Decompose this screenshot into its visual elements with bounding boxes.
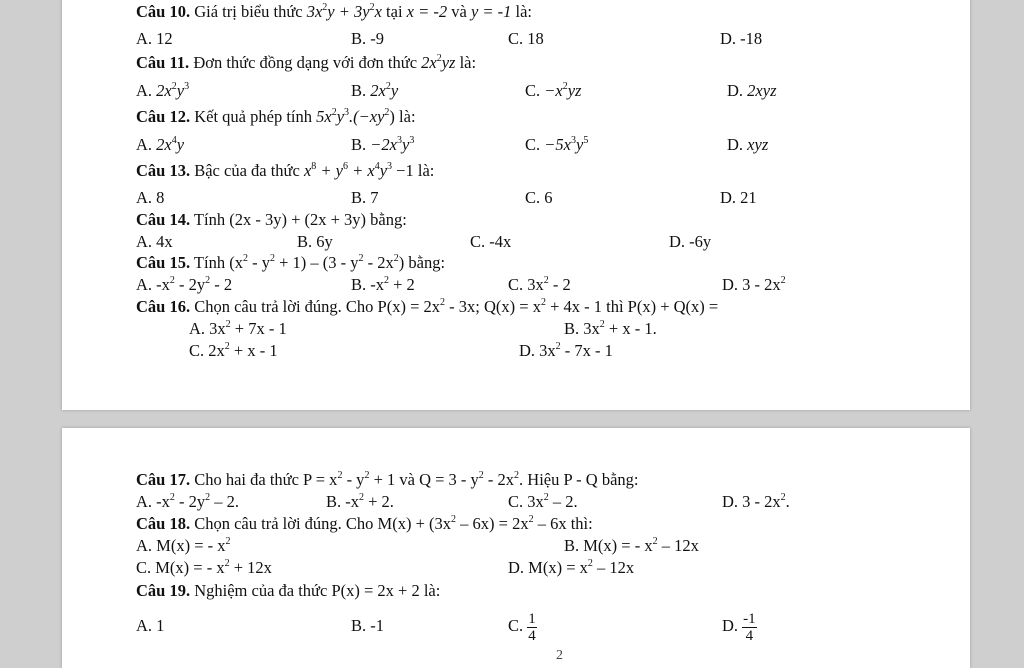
q13-option-b[interactable]: B. 7 — [351, 188, 379, 207]
q11-option-b[interactable]: B. $2x^2y$ — [351, 81, 399, 100]
q11-option-d[interactable]: D. 2xyz — [727, 81, 777, 100]
q10-option-b[interactable]: B. -9 — [351, 29, 384, 48]
q19-option-d[interactable]: D. $\frac{-1}{4}$ — [722, 610, 756, 644]
q13-option-a[interactable]: A. 8 — [136, 188, 165, 207]
q16-option-a[interactable]: A. $3x^2 + 7x - 1$ — [189, 319, 287, 338]
question-16: Câu 16. Chọn câu trả lời đúng. Cho $P(x) = 2x^2 - 3x$; $Q(x) = x^2 + 4x - 1$ thì P(x) + Q(x) = — [136, 297, 719, 316]
q19-option-b[interactable]: B. -1 — [351, 616, 384, 635]
q16-option-b[interactable]: B. $3x^2 + x - 1$. — [564, 319, 657, 338]
q17-option-b[interactable]: B. $-x^2 + 2$. — [326, 492, 394, 511]
page-number: 2 — [556, 648, 563, 663]
q13-option-c[interactable]: C. 6 — [525, 188, 553, 207]
q11-option-c[interactable]: C. $-x^2yz$ — [525, 81, 582, 100]
q16-option-c[interactable]: C. $2x^2 + x - 1$ — [189, 341, 278, 360]
q13-option-d[interactable]: D. 21 — [720, 188, 757, 207]
worksheet-page-2 — [62, 428, 970, 668]
q15-option-a[interactable]: A. $-x^2 - 2y^2 - 2$ — [136, 275, 233, 294]
question-17: Câu 17. Cho hai đa thức $P = x^2 - y^2 + 1$ và $Q = 3 - y^2 - 2x^2$. Hiệu P - Q bằng: — [136, 470, 639, 489]
q18-option-c[interactable]: C. M(x) = - $x^2 + 12x$ — [136, 558, 272, 577]
q15-option-d[interactable]: D. $3 - 2x^2$ — [722, 275, 786, 294]
q10-option-d[interactable]: D. -18 — [720, 29, 763, 48]
question-18: Câu 18. Chọn câu trả lời đúng. Cho $M(x) + (3x^2 - 6x) = 2x^2 - 6x$ thì: — [136, 514, 593, 533]
q14-option-c[interactable]: C. -4x — [470, 232, 512, 251]
q14-option-a[interactable]: A. 4x — [136, 232, 173, 251]
q12-option-a[interactable]: A. $2x^4y$ — [136, 135, 185, 154]
q12-option-b[interactable]: B. $-2x^3y^3$ — [351, 135, 415, 154]
q19-option-a[interactable]: A. 1 — [136, 616, 165, 635]
worksheet-page-1 — [62, 0, 970, 410]
question-10: Câu 10. Giá trị biểu thức $3x^2y + 3y^2x$ tại x = -2 và y = -1 là: — [136, 2, 533, 21]
question-13: Câu 13. Bậc của đa thức $x^8 + y^6 + x^4y^3 -1$ là: — [136, 161, 435, 180]
question-19: Câu 19. Nghiệm của đa thức P(x) = 2x + 2 là: — [136, 581, 441, 600]
q15-option-b[interactable]: B. $-x^2 + 2$ — [351, 275, 415, 294]
q11-option-a[interactable]: A. $2x^2y^3$ — [136, 81, 190, 100]
q17-option-a[interactable]: A. $-x^2 - 2y^2 - 2$. — [136, 492, 240, 511]
q17-option-c[interactable]: C. $3x^2 - 2$. — [508, 492, 578, 511]
q18-option-a[interactable]: A. M(x) = - $x^2$ — [136, 536, 231, 555]
q16-option-d[interactable]: D. $3x^2 - 7x - 1$ — [519, 341, 613, 360]
q18-option-d[interactable]: D. $M(x) = x^2 - 12x$ — [508, 558, 635, 577]
q10-option-c[interactable]: C. 18 — [508, 29, 544, 48]
fraction: $\frac{-1}{4}$ — [743, 610, 756, 644]
question-15: Câu 15. Tính $(x^2 - y^2 + 1) - (3 - y^2 - 2x^2)$ bằng: — [136, 253, 446, 272]
q15-option-c[interactable]: C. $3x^2 - 2$ — [508, 275, 571, 294]
question-11: Câu 11. Đơn thức đồng dạng với đơn thức $2x^2yz$ là: — [136, 53, 477, 72]
q14-option-b[interactable]: B. 6y — [297, 232, 333, 251]
q17-option-d[interactable]: D. $3 - 2x^2$. — [722, 492, 790, 511]
question-12: Câu 12. Kết quả phép tính $5x^2y^3.(-xy^2)$ là: — [136, 107, 416, 126]
fraction: $\frac{1}{4}$ — [528, 610, 536, 644]
q19-option-c[interactable]: C. $\frac{1}{4}$ — [508, 610, 536, 644]
q10-option-a[interactable]: A. 12 — [136, 29, 173, 48]
q12-option-c[interactable]: C. $-5x^3y^5$ — [525, 135, 589, 154]
q18-option-b[interactable]: B. M(x) = - $x^2 - 12x$ — [564, 536, 699, 555]
q12-option-d[interactable]: D. xyz — [727, 135, 769, 154]
question-14: Câu 14. Tính (2x - 3y) + (2x + 3y) bằng: — [136, 210, 407, 229]
q14-option-d[interactable]: D. -6y — [669, 232, 712, 251]
